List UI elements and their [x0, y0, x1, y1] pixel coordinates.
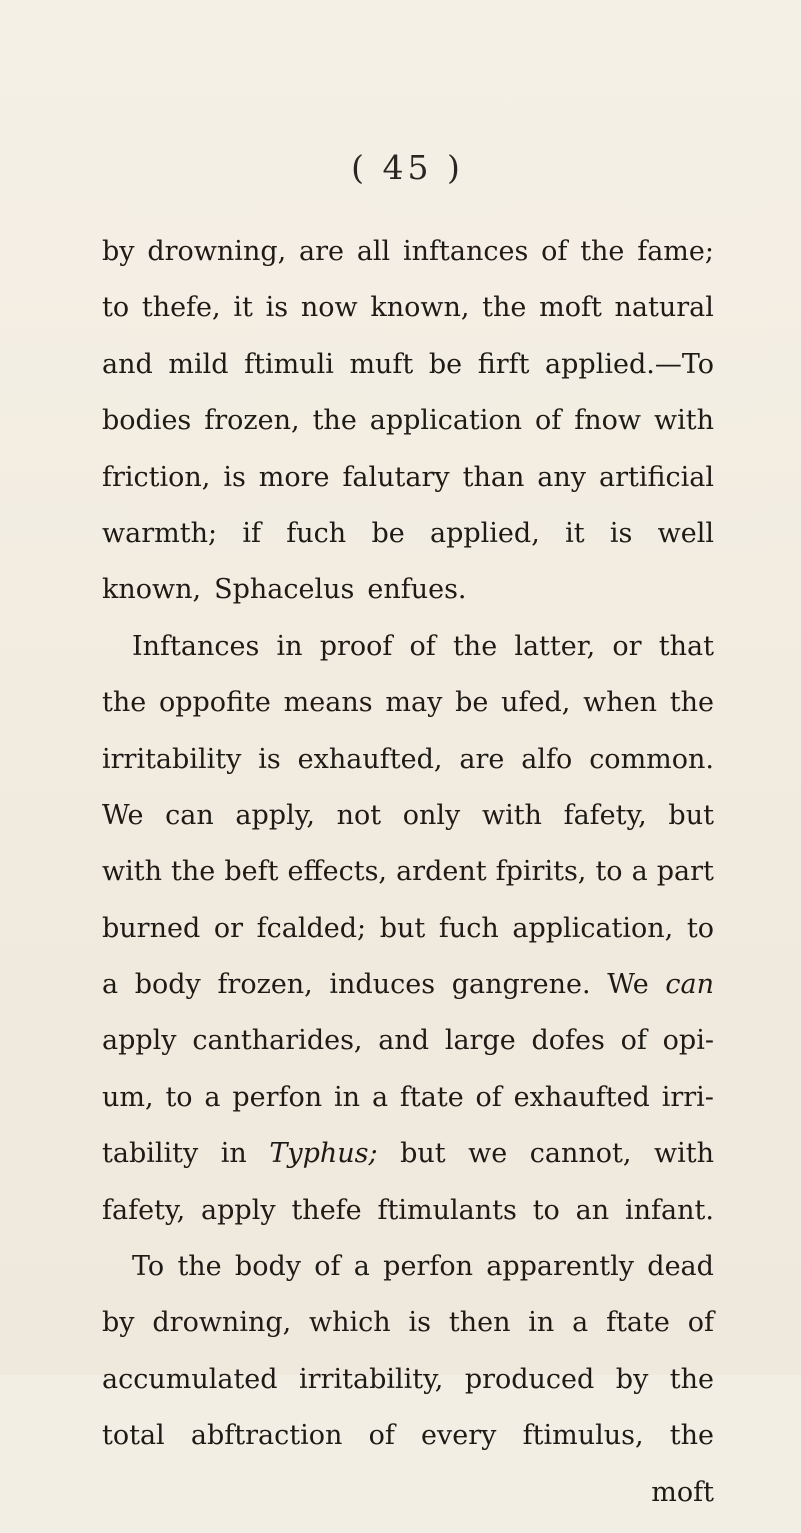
word: ftate [399, 1081, 464, 1113]
word: is [223, 461, 246, 493]
word: fcalded; [256, 912, 367, 944]
word: frozen, [217, 969, 313, 1001]
word: of [541, 236, 568, 267]
word: apparently [486, 1251, 635, 1283]
word: the [580, 236, 625, 267]
word: when [583, 687, 657, 719]
catchword-line [102, 1477, 714, 1533]
word: be [428, 348, 463, 380]
text-line [102, 631, 714, 687]
word: We [102, 799, 144, 831]
word-italic: can [665, 969, 714, 1001]
word: burned [102, 912, 201, 944]
word: part [656, 856, 714, 888]
word: the [171, 856, 216, 888]
word: in [528, 1307, 555, 1339]
word: moft [539, 292, 602, 324]
word: of [409, 630, 436, 662]
word: falutary [342, 461, 450, 493]
word: tability [102, 1138, 199, 1170]
word: mild [168, 348, 229, 380]
word: only [402, 799, 461, 831]
word: beft [224, 856, 279, 888]
word: but [668, 799, 714, 831]
word: a [204, 1081, 221, 1113]
text-line [102, 856, 714, 912]
word: artificial [598, 461, 714, 493]
word: are [459, 743, 505, 775]
word: accumulated [102, 1363, 278, 1395]
word: or [612, 630, 642, 662]
word: known, [102, 574, 202, 606]
word: by [102, 1307, 135, 1339]
word: it [233, 292, 253, 324]
word: irritability, [299, 1363, 444, 1395]
word: to [102, 292, 130, 324]
word: fame; [637, 236, 714, 267]
word: is [258, 743, 281, 775]
word: To [132, 1251, 165, 1283]
word: firft [477, 348, 530, 380]
word: exhaufted [513, 1081, 650, 1113]
word: warmth; [102, 517, 218, 549]
word: the [102, 687, 147, 719]
word: produced [464, 1363, 595, 1395]
word: the [482, 292, 527, 324]
word: application, [512, 912, 674, 944]
word: but [379, 912, 426, 944]
word: then [448, 1307, 511, 1339]
text-line [102, 518, 714, 574]
word: bodies [102, 405, 192, 437]
word: muft [349, 348, 414, 380]
word: all [356, 236, 391, 267]
word: apply, [235, 799, 315, 831]
word: alfo [521, 743, 573, 775]
word: irri- [661, 1081, 714, 1113]
word: ardent [396, 856, 487, 888]
word: ufed, [501, 687, 571, 719]
word: any [537, 461, 587, 493]
word: large [444, 1025, 516, 1057]
word: the [669, 1420, 714, 1452]
word: applied, [430, 517, 540, 549]
word: effects, [287, 856, 388, 888]
word: that [658, 630, 714, 662]
word: to [595, 856, 623, 888]
word: of [314, 1251, 341, 1283]
word: Inftances [132, 630, 260, 662]
word: with [102, 856, 162, 888]
text-line [102, 349, 714, 405]
word: gangrene. [451, 969, 591, 1001]
word: it [565, 517, 585, 549]
word: a [371, 1081, 389, 1113]
word: infant. [625, 1194, 714, 1226]
word: opi- [662, 1025, 714, 1057]
word: with [653, 405, 714, 437]
body-text [102, 236, 714, 1533]
word: fafety, [102, 1194, 186, 1226]
word: if [242, 517, 261, 549]
word: with [653, 1138, 714, 1170]
text-line [102, 969, 714, 1025]
text-line [102, 1307, 714, 1363]
word: of [368, 1420, 395, 1452]
page-number: ( 45 ) [351, 148, 464, 187]
word: can [165, 799, 214, 831]
word: by [615, 1363, 649, 1395]
word: but [400, 1138, 446, 1170]
word: a [631, 856, 648, 888]
text-line [102, 236, 714, 292]
text-line [102, 913, 714, 969]
text-line [102, 574, 714, 630]
word: is [265, 292, 289, 324]
word: apply [102, 1025, 177, 1057]
word: frozen, [204, 405, 300, 437]
word: means [283, 687, 373, 719]
text-line [102, 1251, 714, 1307]
text-line [102, 1364, 714, 1420]
text-line [102, 744, 714, 800]
word: ftimulus, [522, 1420, 644, 1452]
word: cannot, [529, 1138, 632, 1170]
word: may [385, 687, 443, 719]
word: friction, [102, 461, 211, 493]
word: be [455, 687, 489, 719]
word: exhaufted, [297, 743, 443, 775]
word: of [475, 1081, 502, 1113]
word: perfon [232, 1081, 323, 1113]
word: dofes [531, 1025, 605, 1057]
word: the [312, 405, 357, 437]
word: cantharides, [192, 1025, 363, 1057]
word: a [353, 1251, 370, 1283]
word: fuch [438, 912, 499, 944]
word: the [669, 1363, 714, 1395]
word: um, [102, 1081, 154, 1113]
word: in [220, 1138, 247, 1170]
word: in [334, 1081, 361, 1113]
word: fnow [574, 405, 641, 437]
word: applied.—To [545, 348, 714, 380]
text-line [102, 1082, 714, 1138]
word: the [177, 1251, 222, 1283]
word: known, [370, 292, 470, 324]
word: of [687, 1307, 714, 1339]
word: thefe [291, 1194, 362, 1226]
word: We [607, 969, 649, 1001]
word: ftimuli [244, 348, 334, 380]
word: in [276, 630, 303, 662]
text-line [102, 1420, 714, 1476]
word: is [609, 517, 633, 549]
word: apply [201, 1194, 276, 1226]
word: common. [589, 743, 714, 775]
word: to [165, 1081, 193, 1113]
text-line [102, 405, 714, 461]
word: now [300, 292, 358, 324]
word: and [102, 348, 153, 380]
word: every [421, 1420, 497, 1452]
word: ftate [606, 1307, 670, 1339]
text-line [102, 1025, 714, 1081]
word: abftraction [190, 1420, 343, 1452]
word: inftances [403, 236, 529, 267]
word: we [468, 1138, 508, 1170]
word: of [620, 1025, 647, 1057]
word: and [378, 1025, 430, 1057]
word: thefe, [141, 292, 221, 324]
word: irritability [102, 743, 242, 775]
word: fafety, [563, 799, 647, 831]
word: a [102, 969, 119, 1001]
word: fpirits, [495, 856, 587, 888]
word: perfon [383, 1251, 473, 1283]
word: Sphacelus [214, 574, 355, 606]
text-line [102, 687, 714, 743]
word: be [371, 517, 405, 549]
word: by [102, 236, 135, 267]
word: which [309, 1307, 391, 1339]
word-italic: Typhus; [269, 1138, 378, 1170]
word: total [102, 1420, 165, 1452]
word: enfues. [367, 574, 467, 606]
word: natural [614, 292, 714, 324]
catchword: moft [651, 1476, 714, 1508]
text-line [102, 1138, 714, 1194]
word: not [336, 799, 382, 831]
word: are [299, 236, 344, 267]
word: to [532, 1194, 560, 1226]
word: the [452, 630, 498, 662]
word: proof [319, 630, 393, 662]
word: body [234, 1251, 301, 1283]
word: with [481, 799, 542, 831]
word: induces [329, 969, 436, 1001]
word: body [134, 969, 201, 1001]
text-line [102, 800, 714, 856]
word: than [462, 461, 525, 493]
text-line [102, 462, 714, 518]
word: application [369, 405, 523, 437]
word: latter, [514, 630, 596, 662]
word: well [657, 517, 714, 549]
word: drowning, [152, 1307, 292, 1339]
word: a [572, 1307, 589, 1339]
text-line [102, 1195, 714, 1251]
word: an [575, 1194, 610, 1226]
word: dead [647, 1251, 714, 1283]
text-line [102, 292, 714, 348]
word: more [258, 461, 330, 493]
word: to [686, 912, 714, 944]
word: is [408, 1307, 432, 1339]
word: the [669, 687, 714, 719]
word: oppofite [158, 687, 271, 719]
word: of [535, 405, 562, 437]
word: ftimulants [377, 1194, 517, 1226]
word: or [213, 912, 244, 944]
word: fuch [286, 517, 347, 549]
word: drowning, [147, 236, 287, 267]
